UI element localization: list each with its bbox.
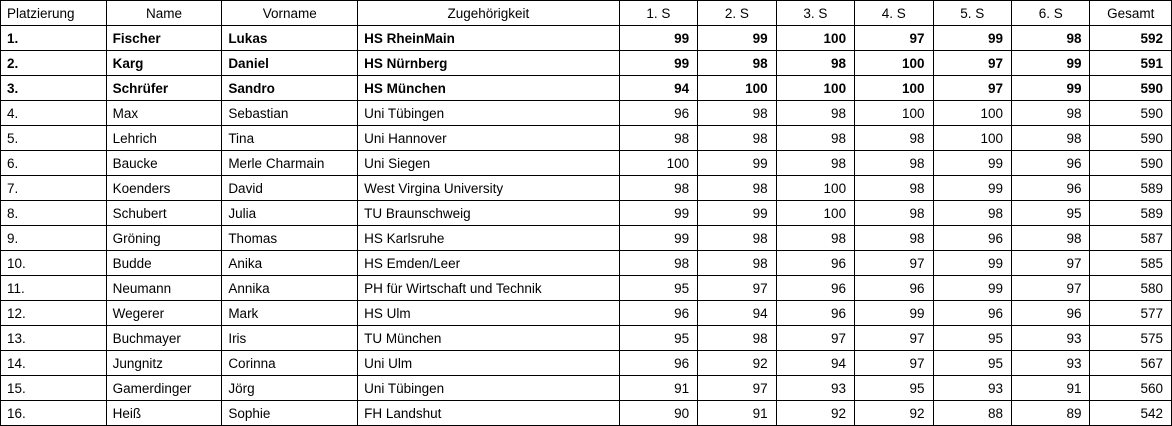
cell-score-4: 95: [855, 376, 933, 401]
cell-score-6: 93: [1012, 326, 1090, 351]
cell-name: Heiß: [106, 401, 222, 426]
cell-score-2: 94: [698, 301, 776, 326]
cell-score-1: 96: [619, 101, 697, 126]
cell-score-6: 98: [1012, 26, 1090, 51]
cell-vorname: Jörg: [222, 376, 358, 401]
cell-score-5: 97: [933, 51, 1011, 76]
cell-zugehoerigkeit: HS München: [358, 76, 620, 101]
cell-name: Schrüfer: [106, 76, 222, 101]
cell-score-1: 94: [619, 76, 697, 101]
cell-vorname: Merle Charmain: [222, 151, 358, 176]
cell-score-1: 90: [619, 401, 697, 426]
cell-total: 587: [1090, 226, 1172, 251]
cell-total: 585: [1090, 251, 1172, 276]
cell-rank: 2.: [1, 51, 107, 76]
cell-score-2: 98: [698, 101, 776, 126]
cell-zugehoerigkeit: HS Ulm: [358, 301, 620, 326]
cell-name: Neumann: [106, 276, 222, 301]
cell-score-4: 96: [855, 276, 933, 301]
cell-rank: 12.: [1, 301, 107, 326]
cell-total: 589: [1090, 201, 1172, 226]
cell-rank: 10.: [1, 251, 107, 276]
cell-score-4: 98: [855, 126, 933, 151]
cell-zugehoerigkeit: Uni Tübingen: [358, 376, 620, 401]
cell-rank: 7.: [1, 176, 107, 201]
table-header: [1, 1, 1172, 26]
cell-score-2: 98: [698, 251, 776, 276]
cell-vorname: Julia: [222, 201, 358, 226]
table-row: [1, 351, 1172, 376]
cell-score-5: 96: [933, 301, 1011, 326]
cell-score-2: 98: [698, 326, 776, 351]
cell-vorname: Sandro: [222, 76, 358, 101]
cell-vorname: Sebastian: [222, 101, 358, 126]
cell-score-6: 97: [1012, 251, 1090, 276]
cell-total: 577: [1090, 301, 1172, 326]
cell-vorname: Mark: [222, 301, 358, 326]
cell-score-4: 97: [855, 351, 933, 376]
cell-name: Koenders: [106, 176, 222, 201]
cell-rank: 4.: [1, 101, 107, 126]
cell-score-2: 97: [698, 276, 776, 301]
cell-score-6: 93: [1012, 351, 1090, 376]
cell-zugehoerigkeit: Uni Siegen: [358, 151, 620, 176]
cell-score-1: 96: [619, 301, 697, 326]
cell-name: Gröning: [106, 226, 222, 251]
cell-score-5: 95: [933, 351, 1011, 376]
cell-score-3: 98: [776, 101, 854, 126]
cell-rank: 9.: [1, 226, 107, 251]
cell-score-2: 99: [698, 201, 776, 226]
table-row: [1, 76, 1172, 101]
cell-vorname: Sophie: [222, 401, 358, 426]
cell-name: Max: [106, 101, 222, 126]
cell-zugehoerigkeit: HS Nürnberg: [358, 51, 620, 76]
cell-score-6: 97: [1012, 276, 1090, 301]
cell-name: Jungnitz: [106, 351, 222, 376]
cell-score-6: 99: [1012, 51, 1090, 76]
cell-total: 590: [1090, 101, 1172, 126]
table-body: [1, 26, 1172, 426]
cell-score-3: 96: [776, 276, 854, 301]
cell-total: 542: [1090, 401, 1172, 426]
table-row: [1, 126, 1172, 151]
table-row: [1, 301, 1172, 326]
cell-score-3: 92: [776, 401, 854, 426]
column-header-s4: 4. S: [855, 1, 933, 26]
cell-score-2: 99: [698, 151, 776, 176]
cell-vorname: Annika: [222, 276, 358, 301]
cell-score-1: 99: [619, 26, 697, 51]
cell-rank: 11.: [1, 276, 107, 301]
cell-zugehoerigkeit: HS Karlsruhe: [358, 226, 620, 251]
cell-vorname: David: [222, 176, 358, 201]
cell-score-1: 100: [619, 151, 697, 176]
cell-score-5: 99: [933, 276, 1011, 301]
cell-score-1: 96: [619, 351, 697, 376]
cell-score-1: 99: [619, 201, 697, 226]
column-header-vorname: Vorname: [222, 1, 358, 26]
cell-score-5: 98: [933, 201, 1011, 226]
cell-rank: 14.: [1, 351, 107, 376]
cell-score-5: 93: [933, 376, 1011, 401]
cell-score-4: 100: [855, 51, 933, 76]
cell-zugehoerigkeit: Uni Hannover: [358, 126, 620, 151]
cell-score-2: 98: [698, 51, 776, 76]
cell-score-5: 95: [933, 326, 1011, 351]
cell-total: 560: [1090, 376, 1172, 401]
column-header-s3: 3. S: [776, 1, 854, 26]
cell-score-2: 92: [698, 351, 776, 376]
cell-score-3: 96: [776, 301, 854, 326]
cell-score-4: 97: [855, 26, 933, 51]
cell-score-1: 91: [619, 376, 697, 401]
cell-score-4: 97: [855, 326, 933, 351]
cell-rank: 15.: [1, 376, 107, 401]
cell-total: 589: [1090, 176, 1172, 201]
cell-score-5: 88: [933, 401, 1011, 426]
cell-score-1: 98: [619, 251, 697, 276]
cell-score-5: 99: [933, 26, 1011, 51]
cell-score-1: 98: [619, 176, 697, 201]
cell-score-5: 100: [933, 126, 1011, 151]
table-row: [1, 26, 1172, 51]
cell-score-3: 96: [776, 251, 854, 276]
cell-total: 591: [1090, 51, 1172, 76]
cell-score-5: 99: [933, 151, 1011, 176]
column-header-rank: Platzierung: [1, 1, 107, 26]
cell-name: Schubert: [106, 201, 222, 226]
column-header-s5: 5. S: [933, 1, 1011, 26]
cell-score-4: 98: [855, 151, 933, 176]
column-header-name: Name: [106, 1, 222, 26]
table-row: [1, 276, 1172, 301]
cell-score-3: 98: [776, 51, 854, 76]
column-header-s2: 2. S: [698, 1, 776, 26]
cell-rank: 13.: [1, 326, 107, 351]
cell-total: 567: [1090, 351, 1172, 376]
cell-score-6: 98: [1012, 226, 1090, 251]
table-row: [1, 101, 1172, 126]
cell-zugehoerigkeit: HS Emden/Leer: [358, 251, 620, 276]
cell-score-3: 93: [776, 376, 854, 401]
cell-name: Fischer: [106, 26, 222, 51]
cell-score-6: 96: [1012, 301, 1090, 326]
cell-score-6: 89: [1012, 401, 1090, 426]
cell-name: Lehrich: [106, 126, 222, 151]
cell-score-6: 98: [1012, 101, 1090, 126]
cell-score-3: 98: [776, 151, 854, 176]
cell-total: 590: [1090, 151, 1172, 176]
cell-score-1: 95: [619, 276, 697, 301]
cell-total: 590: [1090, 126, 1172, 151]
cell-score-6: 99: [1012, 76, 1090, 101]
cell-score-4: 100: [855, 101, 933, 126]
cell-score-1: 95: [619, 326, 697, 351]
cell-score-6: 96: [1012, 151, 1090, 176]
cell-score-5: 96: [933, 226, 1011, 251]
column-header-s6: 6. S: [1012, 1, 1090, 26]
cell-score-2: 98: [698, 126, 776, 151]
cell-score-2: 97: [698, 376, 776, 401]
table-row: [1, 151, 1172, 176]
cell-score-4: 98: [855, 201, 933, 226]
cell-score-5: 99: [933, 176, 1011, 201]
cell-score-2: 91: [698, 401, 776, 426]
cell-total: 590: [1090, 76, 1172, 101]
cell-score-3: 100: [776, 201, 854, 226]
cell-vorname: Anika: [222, 251, 358, 276]
cell-vorname: Lukas: [222, 26, 358, 51]
cell-vorname: Tina: [222, 126, 358, 151]
cell-score-4: 98: [855, 176, 933, 201]
cell-rank: 6.: [1, 151, 107, 176]
cell-score-6: 98: [1012, 126, 1090, 151]
cell-rank: 3.: [1, 76, 107, 101]
cell-score-3: 97: [776, 326, 854, 351]
cell-score-4: 97: [855, 251, 933, 276]
table-row: [1, 326, 1172, 351]
cell-score-3: 100: [776, 76, 854, 101]
cell-score-1: 99: [619, 51, 697, 76]
cell-name: Gamerdinger: [106, 376, 222, 401]
table-row: [1, 226, 1172, 251]
cell-zugehoerigkeit: TU Braunschweig: [358, 201, 620, 226]
cell-zugehoerigkeit: PH für Wirtschaft und Technik: [358, 276, 620, 301]
cell-total: 580: [1090, 276, 1172, 301]
cell-zugehoerigkeit: TU München: [358, 326, 620, 351]
cell-name: Buchmayer: [106, 326, 222, 351]
cell-score-6: 91: [1012, 376, 1090, 401]
cell-total: 592: [1090, 26, 1172, 51]
column-header-zugehoerigkeit: Zugehörigkeit: [358, 1, 620, 26]
cell-score-2: 99: [698, 26, 776, 51]
table-row: [1, 176, 1172, 201]
cell-score-3: 100: [776, 176, 854, 201]
cell-zugehoerigkeit: Uni Tübingen: [358, 101, 620, 126]
cell-zugehoerigkeit: HS RheinMain: [358, 26, 620, 51]
header-row: [1, 1, 1172, 26]
cell-vorname: Daniel: [222, 51, 358, 76]
cell-score-5: 99: [933, 251, 1011, 276]
cell-score-3: 98: [776, 226, 854, 251]
cell-name: Wegerer: [106, 301, 222, 326]
cell-zugehoerigkeit: Uni Ulm: [358, 351, 620, 376]
cell-vorname: Corinna: [222, 351, 358, 376]
cell-score-4: 92: [855, 401, 933, 426]
cell-score-3: 94: [776, 351, 854, 376]
cell-score-4: 99: [855, 301, 933, 326]
cell-rank: 5.: [1, 126, 107, 151]
cell-score-3: 100: [776, 26, 854, 51]
cell-score-1: 99: [619, 226, 697, 251]
cell-vorname: Thomas: [222, 226, 358, 251]
cell-name: Baucke: [106, 151, 222, 176]
cell-score-2: 98: [698, 176, 776, 201]
cell-rank: 8.: [1, 201, 107, 226]
table-row: [1, 376, 1172, 401]
table-row: [1, 51, 1172, 76]
cell-score-4: 100: [855, 76, 933, 101]
column-header-gesamt: Gesamt: [1090, 1, 1172, 26]
cell-score-5: 97: [933, 76, 1011, 101]
cell-score-6: 96: [1012, 176, 1090, 201]
table-row: [1, 201, 1172, 226]
cell-score-6: 95: [1012, 201, 1090, 226]
cell-rank: 1.: [1, 26, 107, 51]
cell-total: 575: [1090, 326, 1172, 351]
cell-name: Budde: [106, 251, 222, 276]
cell-score-3: 98: [776, 126, 854, 151]
cell-score-1: 98: [619, 126, 697, 151]
cell-rank: 16.: [1, 401, 107, 426]
cell-zugehoerigkeit: West Virgina University: [358, 176, 620, 201]
cell-name: Karg: [106, 51, 222, 76]
column-header-s1: 1. S: [619, 1, 697, 26]
cell-score-2: 100: [698, 76, 776, 101]
cell-score-4: 98: [855, 226, 933, 251]
cell-zugehoerigkeit: FH Landshut: [358, 401, 620, 426]
cell-score-5: 100: [933, 101, 1011, 126]
table-row: [1, 251, 1172, 276]
cell-score-2: 98: [698, 226, 776, 251]
cell-vorname: Iris: [222, 326, 358, 351]
